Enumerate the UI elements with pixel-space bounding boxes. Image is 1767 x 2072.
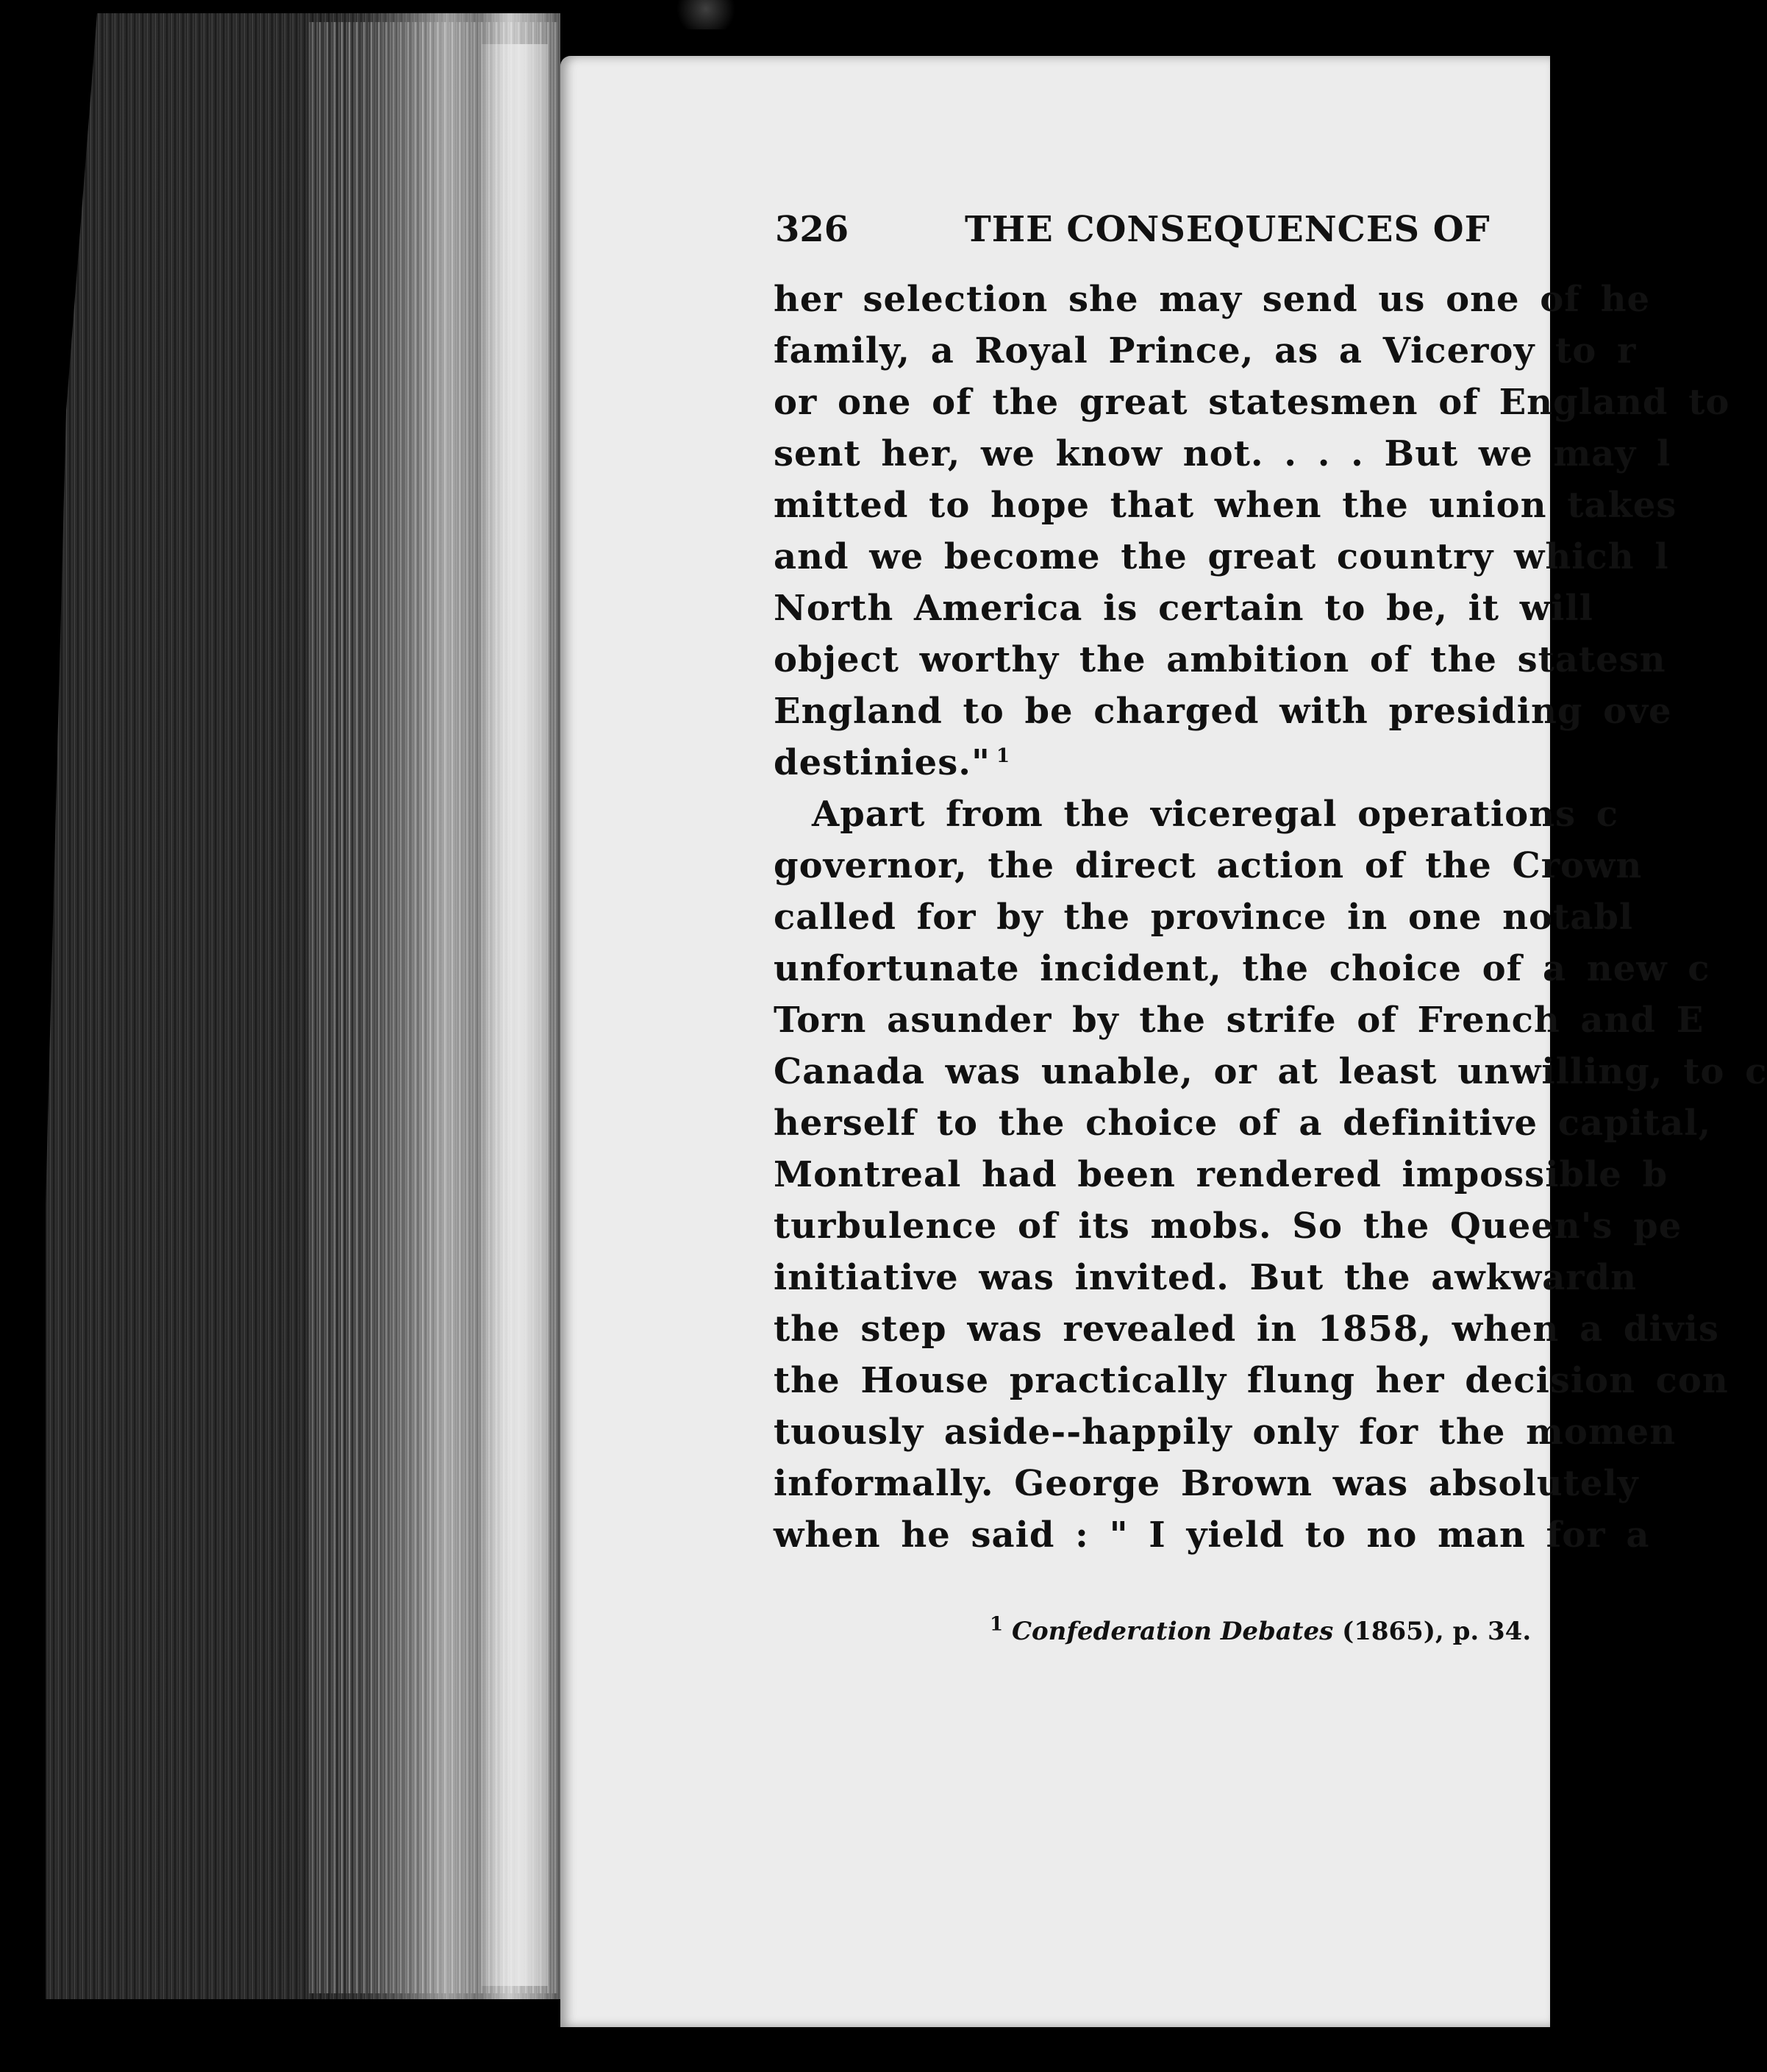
footnote	[990, 1613, 1532, 1646]
text-line	[774, 1149, 1668, 1200]
text-line-content: the House practically flung her decision con	[774, 1360, 1729, 1401]
text-line	[774, 737, 1656, 788]
text-line	[774, 634, 1666, 686]
text-line-content: Montreal had been rendered impossible b	[774, 1154, 1668, 1195]
footnote-rest: (1865), p. 34.	[1333, 1617, 1532, 1646]
text-line-content: initiative was invited. But the awkwardn	[774, 1257, 1638, 1298]
text-line	[774, 1200, 1682, 1252]
footnote-title: Confederation Debates	[1011, 1617, 1334, 1646]
text-line	[774, 428, 1671, 480]
text-line	[774, 531, 1669, 583]
text-line	[774, 994, 1704, 1046]
footnote-reference: 1	[996, 745, 1011, 767]
text-line	[774, 325, 1656, 377]
text-line-content: mitted to hope that when the union takes	[774, 485, 1677, 526]
text-line	[774, 891, 1656, 943]
text-line-content: called for by the province in one notabl	[774, 897, 1634, 938]
text-line-content: when he said : " I yield to no man for a	[774, 1514, 1650, 1556]
text-line-content: Apart from the viceregal operations c	[812, 794, 1618, 835]
text-line	[774, 480, 1677, 531]
text-line-content: North America is certain to be, it will	[774, 588, 1593, 629]
text-line-content: Canada was unable, or at least unwilling, to c	[774, 1051, 1767, 1092]
text-line-content: object worthy the ambition of the statesn	[774, 639, 1666, 680]
text-line	[774, 1406, 1677, 1458]
text-line	[774, 583, 1656, 634]
running-head	[775, 209, 1584, 260]
text-line-content: destinies."	[774, 742, 990, 783]
text-line	[774, 943, 1710, 994]
text-line-content: and we become the great country which l	[774, 536, 1669, 577]
text-line-content: unfortunate incident, the choice of a new c	[774, 948, 1710, 989]
text-line-content: governor, the direct action of the Crown	[774, 845, 1643, 886]
text-line-content: herself to the choice of a definitive capital,	[774, 1103, 1712, 1144]
text-line	[774, 1303, 1719, 1355]
text-line-content: England to be charged with presiding ove	[774, 691, 1672, 732]
text-line-content: Torn asunder by the strife of French and E	[774, 1000, 1704, 1041]
text-line	[774, 840, 1656, 891]
text-line-content: informally. George Brown was absolutely	[774, 1463, 1639, 1504]
text-line	[774, 1355, 1729, 1406]
text-line	[774, 1509, 1656, 1561]
text-line-content: the step was revealed in 1858, when a divis	[774, 1309, 1719, 1350]
scan-speck	[662, 0, 750, 29]
text-line-content: family, a Royal Prince, as a Viceroy to r	[774, 330, 1637, 371]
text-line	[774, 377, 1730, 428]
body-text	[774, 274, 1767, 1561]
text-line-content: turbulence of its mobs. So the Queen's pe	[774, 1206, 1682, 1247]
text-line	[774, 1046, 1767, 1097]
page-number: 326	[775, 209, 849, 250]
page-paper	[560, 56, 1767, 2027]
text-line-content: her selection she may send us one of he	[774, 279, 1651, 320]
text-line	[774, 1097, 1712, 1149]
page-edge-highlight	[482, 44, 548, 1986]
text-line	[774, 686, 1672, 737]
footnote-marker: 1	[990, 1613, 1004, 1636]
text-line	[774, 1252, 1656, 1303]
text-line-content: tuously aside--happily only for the momen	[774, 1411, 1677, 1453]
text-line-content: sent her, we know not. . . . But we may l	[774, 433, 1671, 474]
text-line	[774, 788, 1656, 840]
running-head-title: THE CONSEQUENCES OF	[965, 209, 1491, 250]
text-line	[774, 1458, 1656, 1509]
text-line	[774, 274, 1656, 325]
text-line-content: or one of the great statesmen of England to	[774, 382, 1730, 423]
